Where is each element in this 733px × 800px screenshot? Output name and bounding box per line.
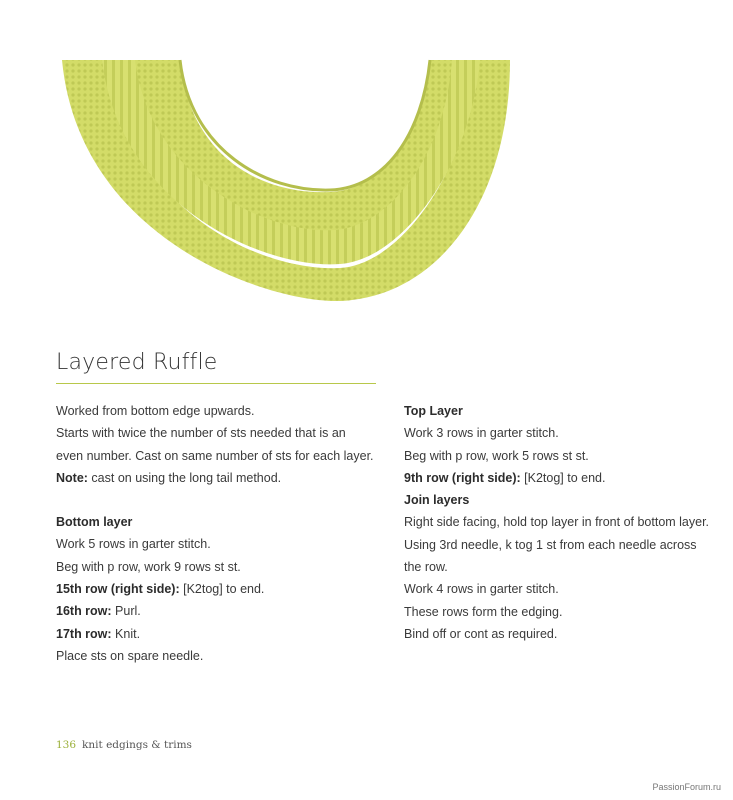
join-layers-heading: Join layers bbox=[404, 493, 470, 508]
page-footer bbox=[56, 739, 192, 751]
intro-line: Worked from bottom edge upwards. bbox=[56, 404, 255, 418]
row-text: [K2tog] to end. bbox=[179, 582, 265, 597]
instruction-line: Place sts on spare needle. bbox=[56, 648, 204, 663]
page-number: 136 bbox=[56, 739, 77, 751]
right-column bbox=[404, 400, 724, 645]
row-9-instruction bbox=[404, 467, 724, 489]
note-text: cast on using the long tail method. bbox=[87, 470, 282, 485]
row-label: 17th row: bbox=[56, 626, 112, 641]
row-15-instruction bbox=[56, 578, 376, 600]
row-label: 15th row (right side): bbox=[56, 582, 180, 597]
pattern-title: Layered Ruffle bbox=[56, 350, 218, 375]
row-text: Knit. bbox=[111, 626, 141, 641]
row-text: Purl. bbox=[111, 604, 141, 619]
row-label: 9th row (right side): bbox=[404, 470, 521, 485]
title-underline bbox=[56, 383, 376, 384]
top-layer-heading: Top Layer bbox=[404, 404, 463, 418]
row-17-instruction bbox=[56, 623, 376, 645]
row-text: [K2tog] to end. bbox=[520, 470, 606, 485]
instruction-line: Beg with p row, work 5 rows st st. bbox=[404, 448, 589, 463]
note-label: Note: bbox=[56, 470, 88, 485]
instruction-line: Work 5 rows in garter stitch. bbox=[56, 537, 211, 552]
note-line bbox=[56, 467, 376, 489]
watermark: PassionForum.ru bbox=[652, 782, 721, 792]
instruction-line: These rows form the edging. bbox=[404, 604, 563, 619]
intro-line: Starts with twice the number of sts needed that is an bbox=[56, 426, 346, 441]
intro-line: even number. Cast on same number of sts for each layer. bbox=[56, 448, 374, 463]
instruction-line: the row. bbox=[404, 560, 448, 575]
instruction-line: Using 3rd needle, k tog 1 st from each needle across bbox=[404, 537, 697, 552]
row-label: 16th row: bbox=[56, 604, 112, 619]
knitted-ruffle-photo bbox=[40, 50, 520, 310]
bottom-layer-heading: Bottom layer bbox=[56, 515, 133, 530]
section-name: knit edgings & trims bbox=[82, 739, 192, 751]
instruction-line: Beg with p row, work 9 rows st st. bbox=[56, 559, 241, 574]
instruction-line: Bind off or cont as required. bbox=[404, 626, 558, 641]
instruction-line: Right side facing, hold top layer in front of bottom layer. bbox=[404, 515, 710, 530]
row-16-instruction bbox=[56, 600, 376, 622]
instruction-line: Work 4 rows in garter stitch. bbox=[404, 582, 559, 597]
left-column bbox=[56, 400, 376, 667]
instruction-line: Work 3 rows in garter stitch. bbox=[404, 426, 559, 441]
